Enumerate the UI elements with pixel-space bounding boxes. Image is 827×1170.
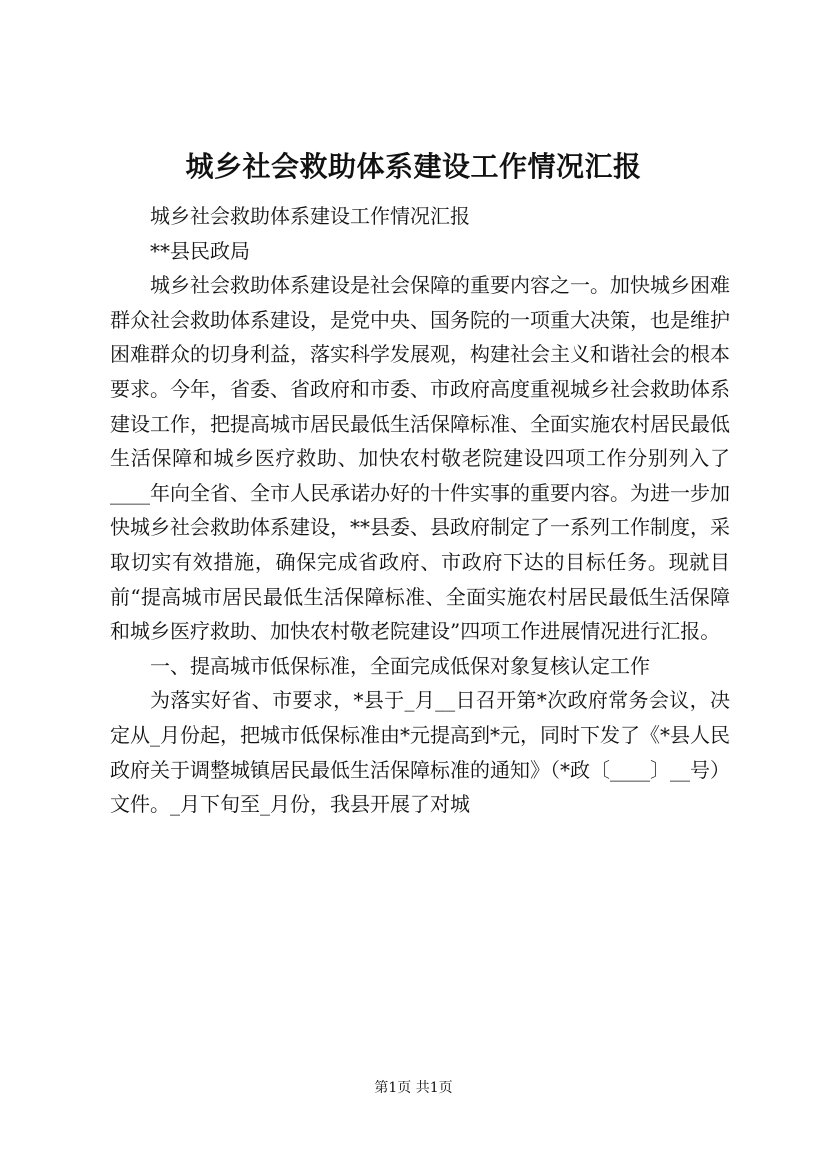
subtitle-paragraph: 城乡社会救助体系建设工作情况汇报: [150, 204, 470, 228]
document-title: 城乡社会救助体系建设工作情况汇报: [185, 150, 642, 183]
section-heading: 一、提高城市低保标准，全面完成低保对象复核认定工作: [150, 653, 650, 678]
page-footer: 第1页 共1页: [374, 1080, 453, 1096]
body-paragraph: 为落实好省、市要求，*县于_月__日召开第*次政府常务会议，决定从_月份起，把城市低保标准由*元提高到*元，同时下发了《*县人民政府关于调整城镇居民最低生活保障标准的通知》（*政〔____〕__号）文件。_月下旬至_月份，我县开展了对城: [110, 688, 730, 817]
body-paragraph: 城乡社会救助体系建设是社会保障的重要内容之一。加快城乡困难群众社会救助体系建设，是党中央、国务院的一项重大决策，也是维护困难群众的切身利益，落实科学发展观，构建社会主义和谐社会的根本要求。今年，省委、省政府和市委、市政府高度重视城乡社会救助体系建设工作，把提高城市居民最低生活保障标准、全面实施农村居民最低生活保障和城乡医疗救助、加快农村敬老院建设四项工作分别列入了____年向全省、全市人民承诺办好的十件实事的重要内容。为进一步加快城乡社会救助体系建设，**县委、县政府制定了一系列工作制度，采取切实有效措施，确保完成省政府、市政府下达的目标任务。现就目前“提高城市居民最低生活保障标准、全面实施农村居民最低生活保障和城乡医疗救助、加快农村敬老院建设”四项工作进展情况进行汇报。: [110, 273, 730, 644]
document-body: [110, 199, 730, 822]
author-paragraph: **县民政局: [150, 238, 250, 263]
